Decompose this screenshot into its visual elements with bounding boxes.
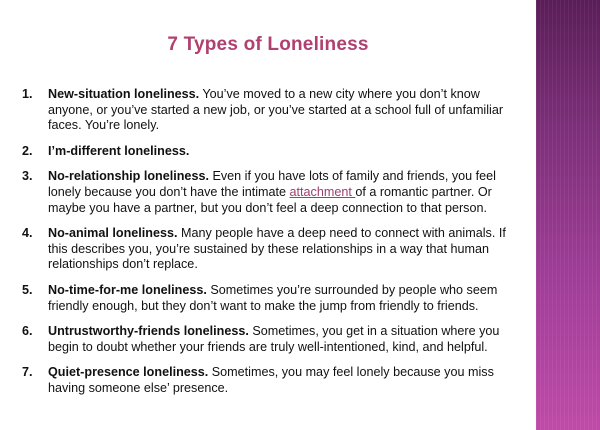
item-number: 3. — [22, 169, 33, 184]
item-text: Many people have a deep need to connect with animals. If this describes you, you’re sustained by these relationships in a way that human relationships don’t replace. — [48, 226, 506, 272]
item-lead: New-situation loneliness. — [48, 87, 200, 101]
slide-title: 7 Types of Loneliness — [167, 34, 369, 55]
item-text-after-link: of a romantic partner. Or maybe you have a partner, but you don’t feel a deep connection to that person. — [48, 184, 492, 215]
list-item — [22, 324, 520, 355]
list-item — [22, 87, 520, 134]
loneliness-types-list — [22, 87, 520, 407]
item-lead: No-animal loneliness. — [48, 226, 178, 241]
item-lead: Quiet-presence loneliness. — [48, 365, 209, 380]
list-item — [22, 226, 520, 273]
item-text-before-link: Even if you have lots of family and friends, you feel lonely because you don’t have the intimate — [48, 169, 496, 199]
item-lead: No-relationship loneliness. — [48, 169, 209, 184]
decorative-side-bar — [536, 0, 600, 430]
item-number: 6. — [22, 324, 33, 339]
list-item — [22, 144, 520, 160]
list-item — [22, 365, 520, 396]
item-text: Sometimes, you get in a situation where you begin to doubt whether your friends are truly well-intentioned, kind, and helpful. — [48, 324, 500, 354]
item-text: Sometimes you’re surrounded by people who seem friendly enough, but they don’t want to make the jump from friendly to friends. — [48, 282, 498, 313]
item-text: Sometimes, you may feel lonely because you miss having someone else’ presence. — [48, 365, 494, 395]
item-number: 5. — [22, 282, 33, 297]
item-number: 4. — [22, 226, 33, 241]
list-item — [22, 283, 520, 314]
item-text: You’ve moved to a new city where you don’t know anyone, or you’ve started a new job, or you’ve started at a school full of unfamiliar faces. You’re lonely. — [48, 87, 504, 133]
attachment-link[interactable]: attachment — [289, 184, 356, 199]
item-number: 1. — [22, 87, 33, 101]
item-lead: No-time-for-me loneliness. — [48, 282, 207, 297]
item-number: 7. — [22, 365, 33, 380]
item-number: 2. — [22, 143, 33, 158]
list-item — [22, 169, 520, 216]
item-lead: Untrustworthy-friends loneliness. — [48, 324, 249, 339]
item-lead: I’m-different loneliness. — [48, 143, 190, 158]
